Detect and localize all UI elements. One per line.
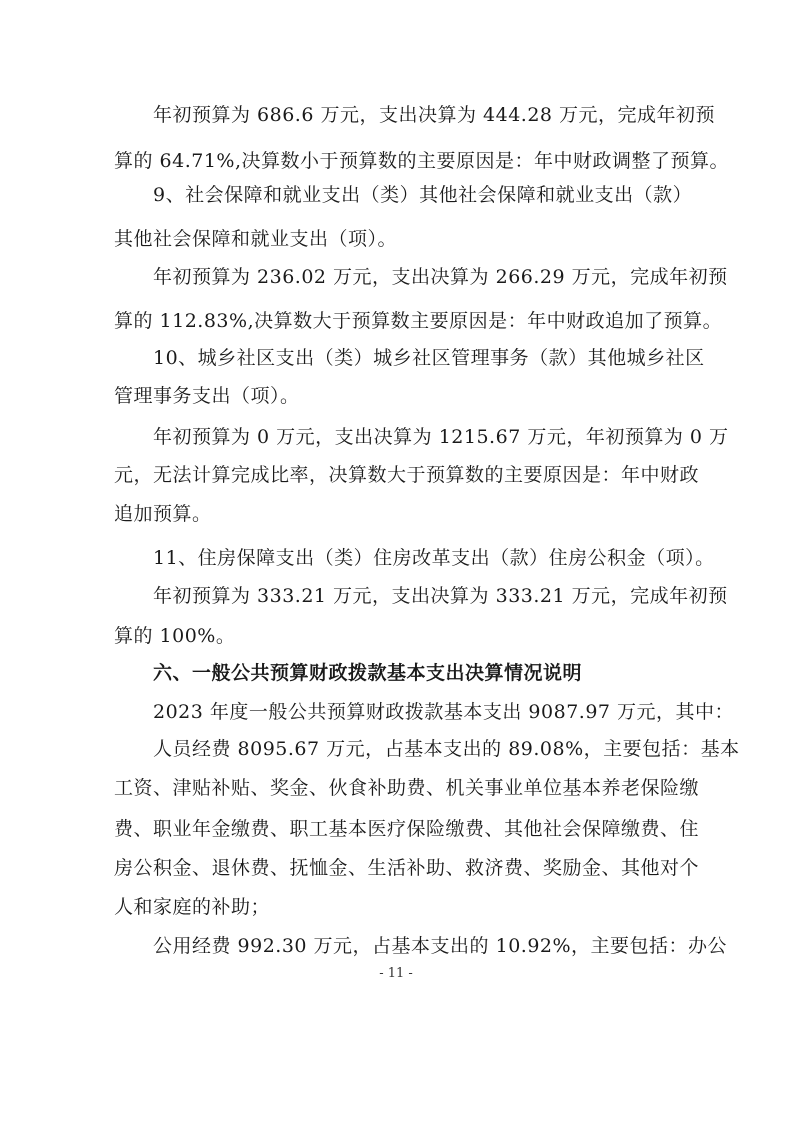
- paragraph-line: 年初预算为 686.6 万元，支出决算为 444.28 万元，完成年初预: [153, 104, 716, 126]
- item-heading-10: 10、城乡社区支出（类）城乡社区管理事务（款）其他城乡社区: [153, 347, 705, 369]
- paragraph-line: 追加预算。: [114, 503, 212, 525]
- paragraph-line: 年初预算为 236.02 万元，支出决算为 266.29 万元，完成年初预: [153, 266, 728, 288]
- paragraph-line: 年初预算为 0 万元，支出决算为 1215.67 万元，年初预算为 0 万: [153, 426, 729, 448]
- paragraph-line: 房公积金、退休费、抚恤金、生活补助、救济费、奖励金、其他对个: [114, 857, 700, 879]
- item-heading-11: 11、住房保障支出（类）住房改革支出（款）住房公积金（项）。: [153, 547, 715, 569]
- paragraph-line: 工资、津贴补贴、奖金、伙食补助费、机关事业单位基本养老保险缴: [114, 777, 700, 799]
- paragraph-line: 年初预算为 333.21 万元，支出决算为 333.21 万元，完成年初预: [153, 585, 728, 607]
- section-heading: 六、一般公共预算财政拨款基本支出决算情况说明: [153, 662, 583, 684]
- paragraph-line: 费、职业年金缴费、职工基本医疗保险缴费、其他社会保障缴费、住: [114, 818, 700, 840]
- paragraph-line: 人员经费 8095.67 万元，占基本支出的 89.08%，主要包括：基本: [153, 738, 740, 760]
- paragraph-line: 其他社会保障和就业支出（项）。: [114, 228, 398, 250]
- paragraph-line: 人和家庭的补助；: [114, 896, 271, 918]
- page-number: - 11 -: [379, 966, 413, 981]
- paragraph-line: 算的 100%。: [114, 625, 236, 647]
- item-heading-9: 9、社会保障和就业支出（类）其他社会保障和就业支出（款）: [153, 184, 693, 206]
- paragraph-line: 元，无法计算完成比率，决算数大于预算数的主要原因是：年中财政: [114, 464, 700, 486]
- paragraph-line: 管理事务支出（项）。: [114, 385, 300, 407]
- paragraph-line: 2023 年度一般公共预算财政拨款基本支出 9087.97 万元，其中：: [153, 701, 735, 723]
- paragraph-line: 算的 64.71%,决算数小于预算数的主要原因是：年中财政调整了预算。: [114, 150, 730, 172]
- paragraph-line: 公用经费 992.30 万元，占基本支出的 10.92%，主要包括：办公: [153, 935, 728, 957]
- paragraph-line: 算的 112.83%,决算数大于预算数主要原因是：年中财政追加了预算。: [114, 310, 723, 332]
